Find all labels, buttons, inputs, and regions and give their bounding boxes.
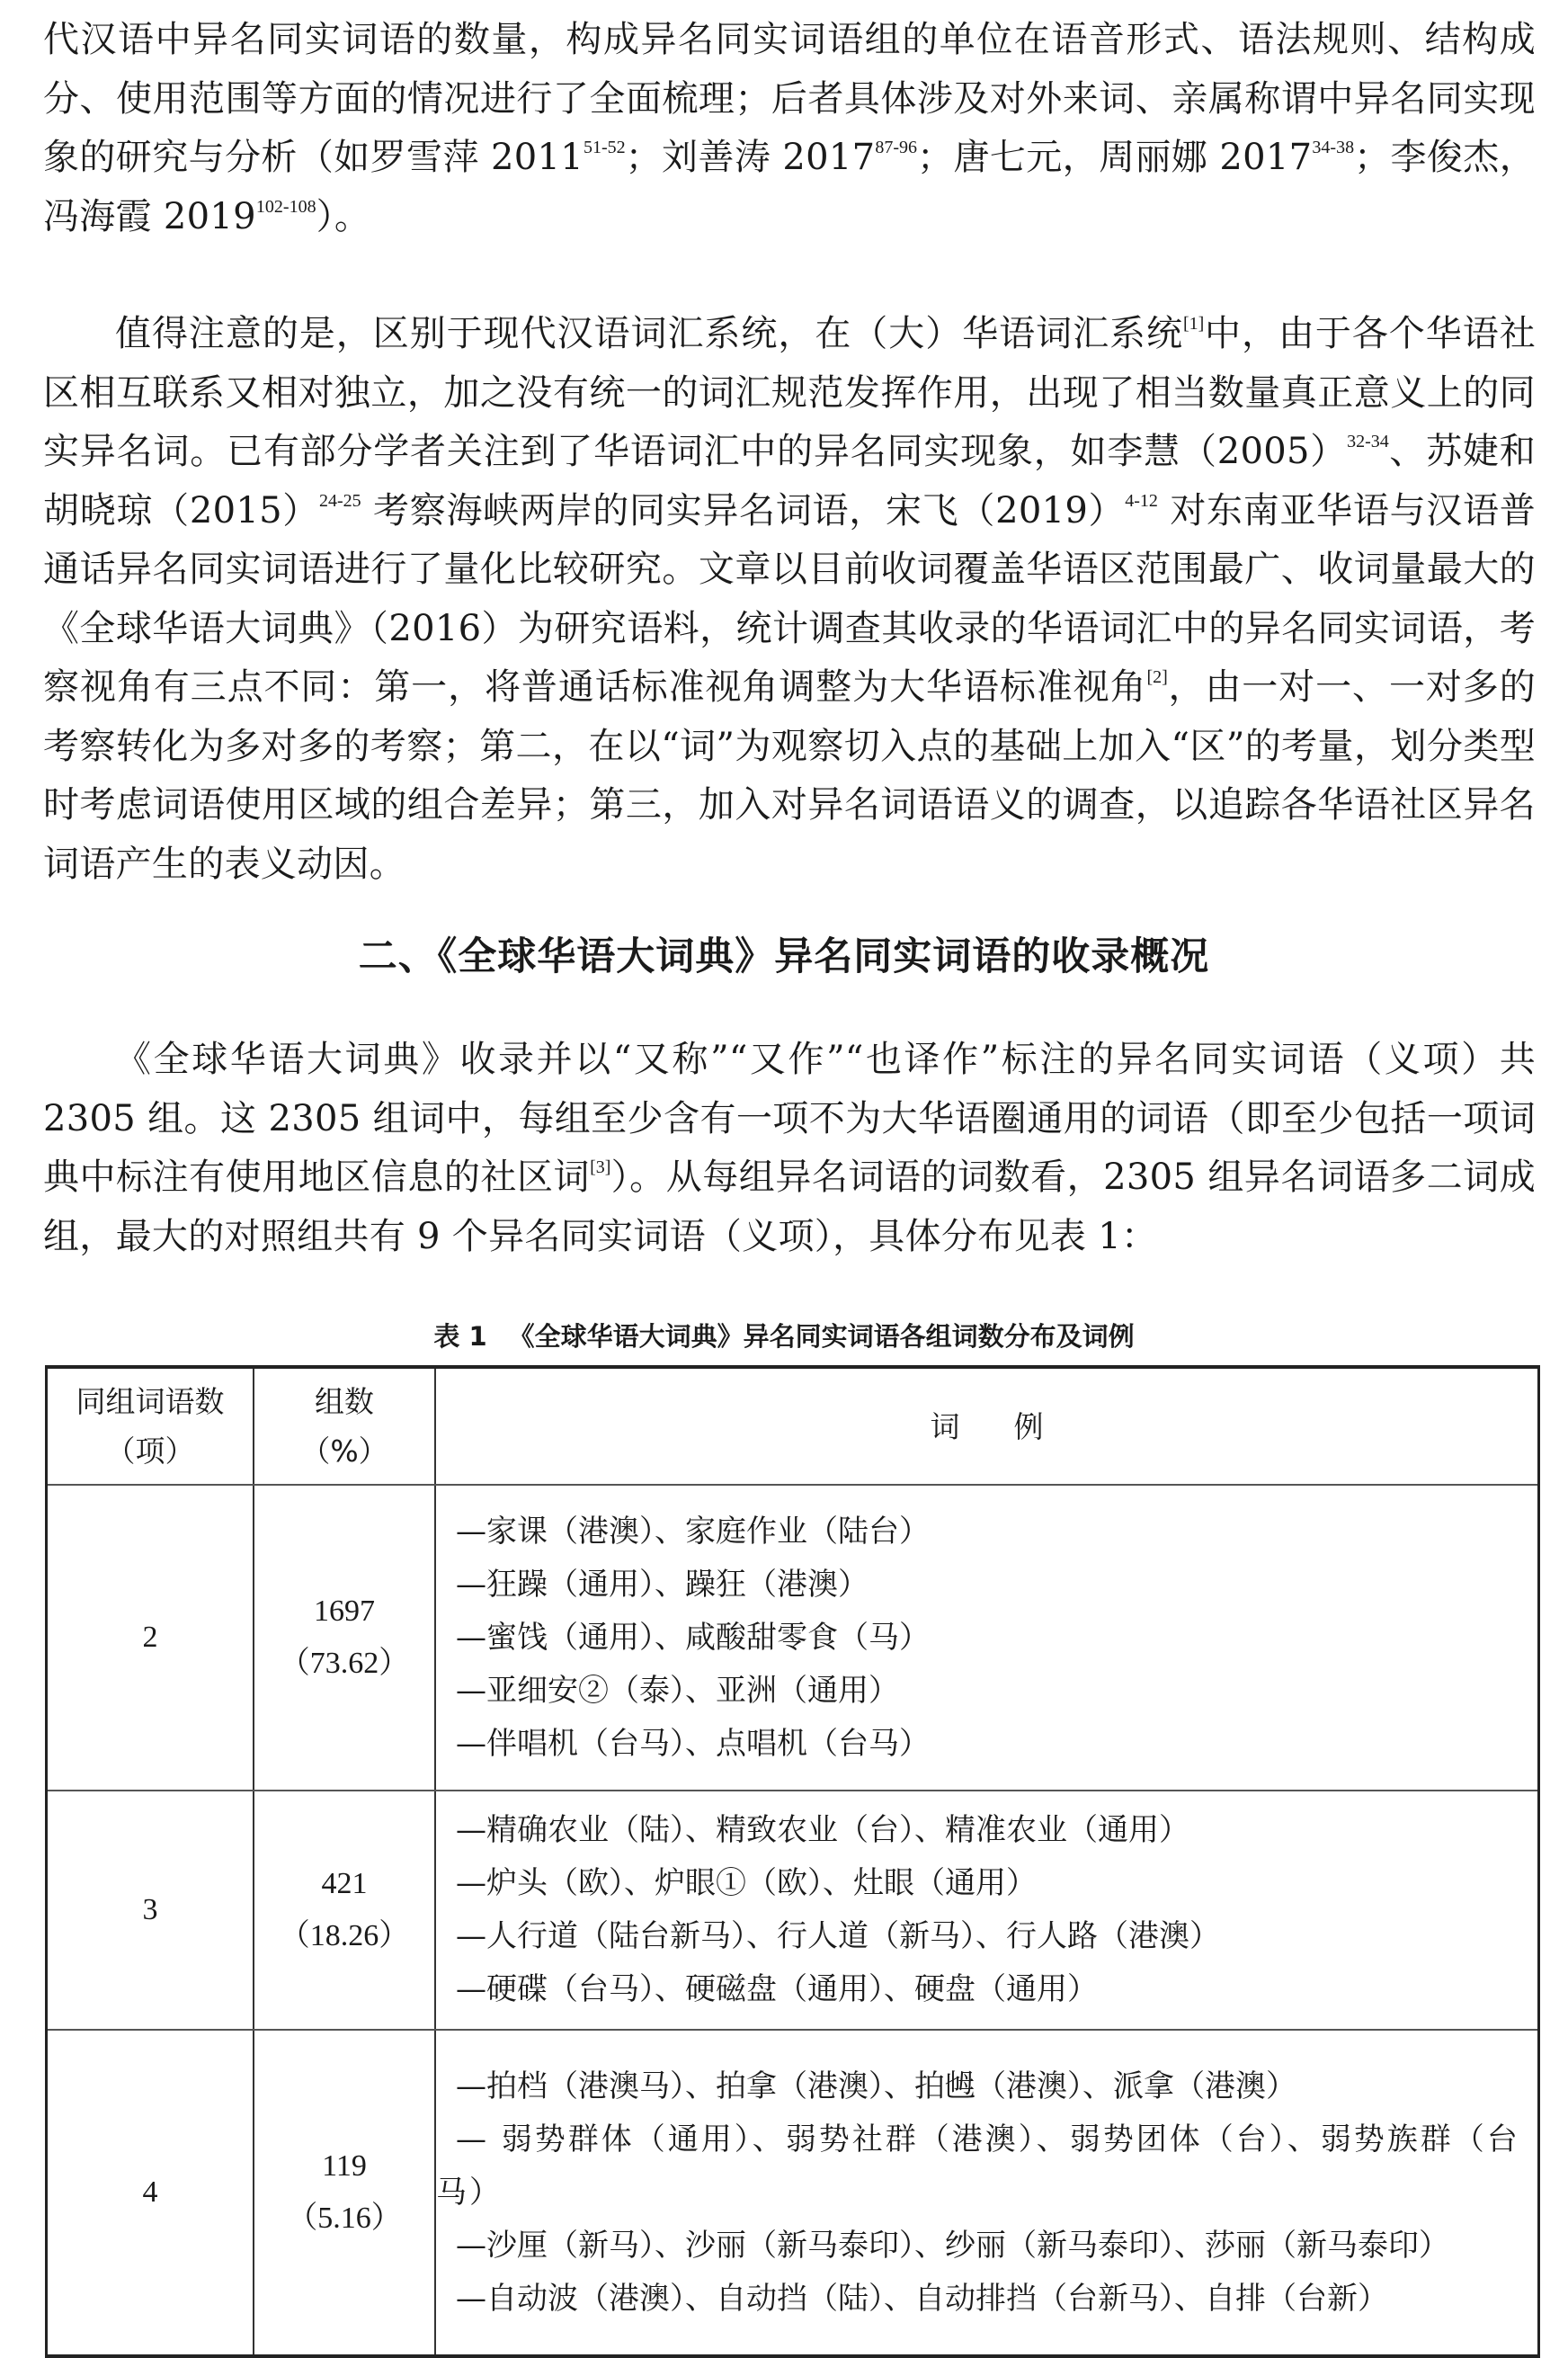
header-group-size: 同组词语数 （项）	[47, 1367, 254, 1485]
table-row	[47, 1791, 1539, 2030]
citation-pages: 32-34	[1347, 432, 1389, 451]
footnote-ref: [2]	[1146, 667, 1168, 687]
footnote-ref: [3]	[590, 1157, 611, 1177]
table-row	[47, 1485, 1539, 1791]
table-title: 《全球华语大词典》异名同实词语各组词数分布及词例	[508, 1321, 1135, 1352]
paragraph-text: ）。从每组异名词语的词数看，2305 组异名词语多二词成组，最大的对照组共有 9 个异名同实词语（义项），具体分布见表 1：	[43, 1157, 1536, 1257]
paragraph-text: ，由一对一、一对多的考察转化为多对多的考察；第二，在以“词”为观察切入点的基础上加入“区”的考量，划分类型时考虑词语使用区域的组合差异；第三，加入对异名词语语义的调查，以追踪各华语社区异名词语产生的表义动因。	[43, 666, 1537, 885]
paragraph-2	[43, 305, 1536, 894]
group-size-cell: 3	[47, 1791, 254, 2030]
example-line: —家课（港澳）、家庭作业（陆台）	[456, 1513, 930, 1550]
example-line: —硬碟（台马）、硬磁盘（通用）、硬盘（通用）	[456, 1971, 1098, 2007]
group-count-cell: 119 （5.16）	[254, 2030, 435, 2356]
example-line: — 弱势群体（通用）、弱势社群（港澳）、弱势团体（台）、弱势族群（台马）	[436, 2121, 1520, 2211]
paragraph-text: 、苏婕和胡晓琼（2015）	[43, 431, 1536, 531]
header-group-count: 组数 （%）	[254, 1367, 435, 1485]
examples-cell	[435, 1791, 1539, 2030]
citation-pages: 102-108	[255, 196, 316, 217]
paragraph-text: 代汉语中异名同实词语的数量，构成异名同实词语组的单位在语音形式、语法规则、结构成分、使用范围等方面的情况进行了全面梳理；后者具体涉及对外来词、亲属称谓中异名同实现象的研究与分析（如罗雪萍 2011	[43, 19, 1536, 178]
group-size-cell: 4	[47, 2030, 254, 2356]
citation-pages: 51-52	[583, 138, 626, 157]
examples-cell	[435, 1485, 1539, 1791]
group-size-cell: 2	[47, 1485, 254, 1791]
examples-cell	[435, 2030, 1539, 2356]
paragraph-text: ；李俊杰，冯海霞 2019	[43, 137, 1536, 237]
example-line: —狂躁（通用）、躁狂（港澳）	[456, 1566, 869, 1603]
example-line: —自动波（港澳）、自动挡（陆）、自动排挡（台新马）、自排（台新）	[456, 2280, 1388, 2317]
paragraph-1	[43, 11, 1536, 246]
example-line: —精确农业（陆）、精致农业（台）、精准农业（通用）	[456, 1812, 1189, 1848]
example-line: —炉头（欧）、炉眼①（欧）、灶眼（通用）	[456, 1865, 1037, 1901]
citation-pages: 87-96	[875, 138, 918, 157]
table-header-row	[47, 1367, 1539, 1485]
group-count-cell: 1697 （73.62）	[254, 1485, 435, 1791]
example-line: —亚细安②（泰）、亚洲（通用）	[456, 1672, 899, 1709]
paragraph-3	[43, 1031, 1536, 1266]
citation-pages: 4-12	[1125, 490, 1158, 511]
paragraph-text: ；唐七元，周丽娜 2017	[917, 137, 1313, 178]
paragraph-text: ）。	[316, 195, 371, 237]
example-line: —蜜饯（通用）、咸酸甜零食（马）	[456, 1619, 930, 1656]
section-heading: 二、《全球华语大词典》异名同实词语的收录概况	[358, 934, 1210, 979]
distribution-table	[45, 1365, 1540, 2358]
paragraph-text: 《全球华语大词典》收录并以“又称”“又作”“也译作”标注的异名同实词语（义项）共 2305 组。这 2305 组词中，每组至少含有一项不为大华语圈通用的词语（即至少包括一项词典中标注有使用地区信息的社区词	[43, 1039, 1536, 1198]
paragraph-text: 考察海峡两岸的同实异名词语，宋飞（2019）	[361, 489, 1126, 531]
paragraph-text: 中，由于各个华语社区相互联系又相对独立，加之没有统一的词汇规范发挥作用，出现了相当数量真正意义上的同实异名词。已有部分学者关注到了华语词汇中的异名同实现象，如李慧（2005）	[43, 313, 1536, 472]
table-caption	[0, 1317, 1568, 1353]
group-count-cell: 421 （18.26）	[254, 1791, 435, 2030]
paragraph-text: 值得注意的是，区别于现代汉语词汇系统，在（大）华语词汇系统	[115, 313, 1183, 354]
example-line: —沙厘（新马）、沙丽（新马泰印）、纱丽（新马泰印）、莎丽（新马泰印）	[456, 2227, 1449, 2264]
citation-pages: 24-25	[318, 490, 361, 511]
paragraph-text: 对东南亚华语与汉语普通话异名同实词语进行了量化比较研究。文章以目前收词覆盖华语区范围最广、收词量最大的《全球华语大词典》（2016）为研究语料，统计调查其收录的华语词汇中的异名同实词语，考察视角有三点不同：第一，将普通话标准视角调整为大华语标准视角	[43, 489, 1536, 708]
example-line: —伴唱机（台马）、点唱机（台马）	[456, 1725, 930, 1762]
example-line: —拍档（港澳马）、拍拿（港澳）、拍乸（港澳）、派拿（港澳）	[456, 2068, 1296, 2104]
table-label: 表 1	[433, 1321, 487, 1352]
paragraph-text: ；刘善涛 2017	[625, 137, 876, 178]
table-row	[47, 2030, 1539, 2356]
footnote-ref: [1]	[1182, 314, 1205, 334]
citation-pages: 34-38	[1312, 138, 1355, 157]
header-examples: 词例	[435, 1367, 1539, 1485]
example-line: —人行道（陆台新马）、行人道（新马）、行人路（港澳）	[456, 1918, 1220, 1954]
